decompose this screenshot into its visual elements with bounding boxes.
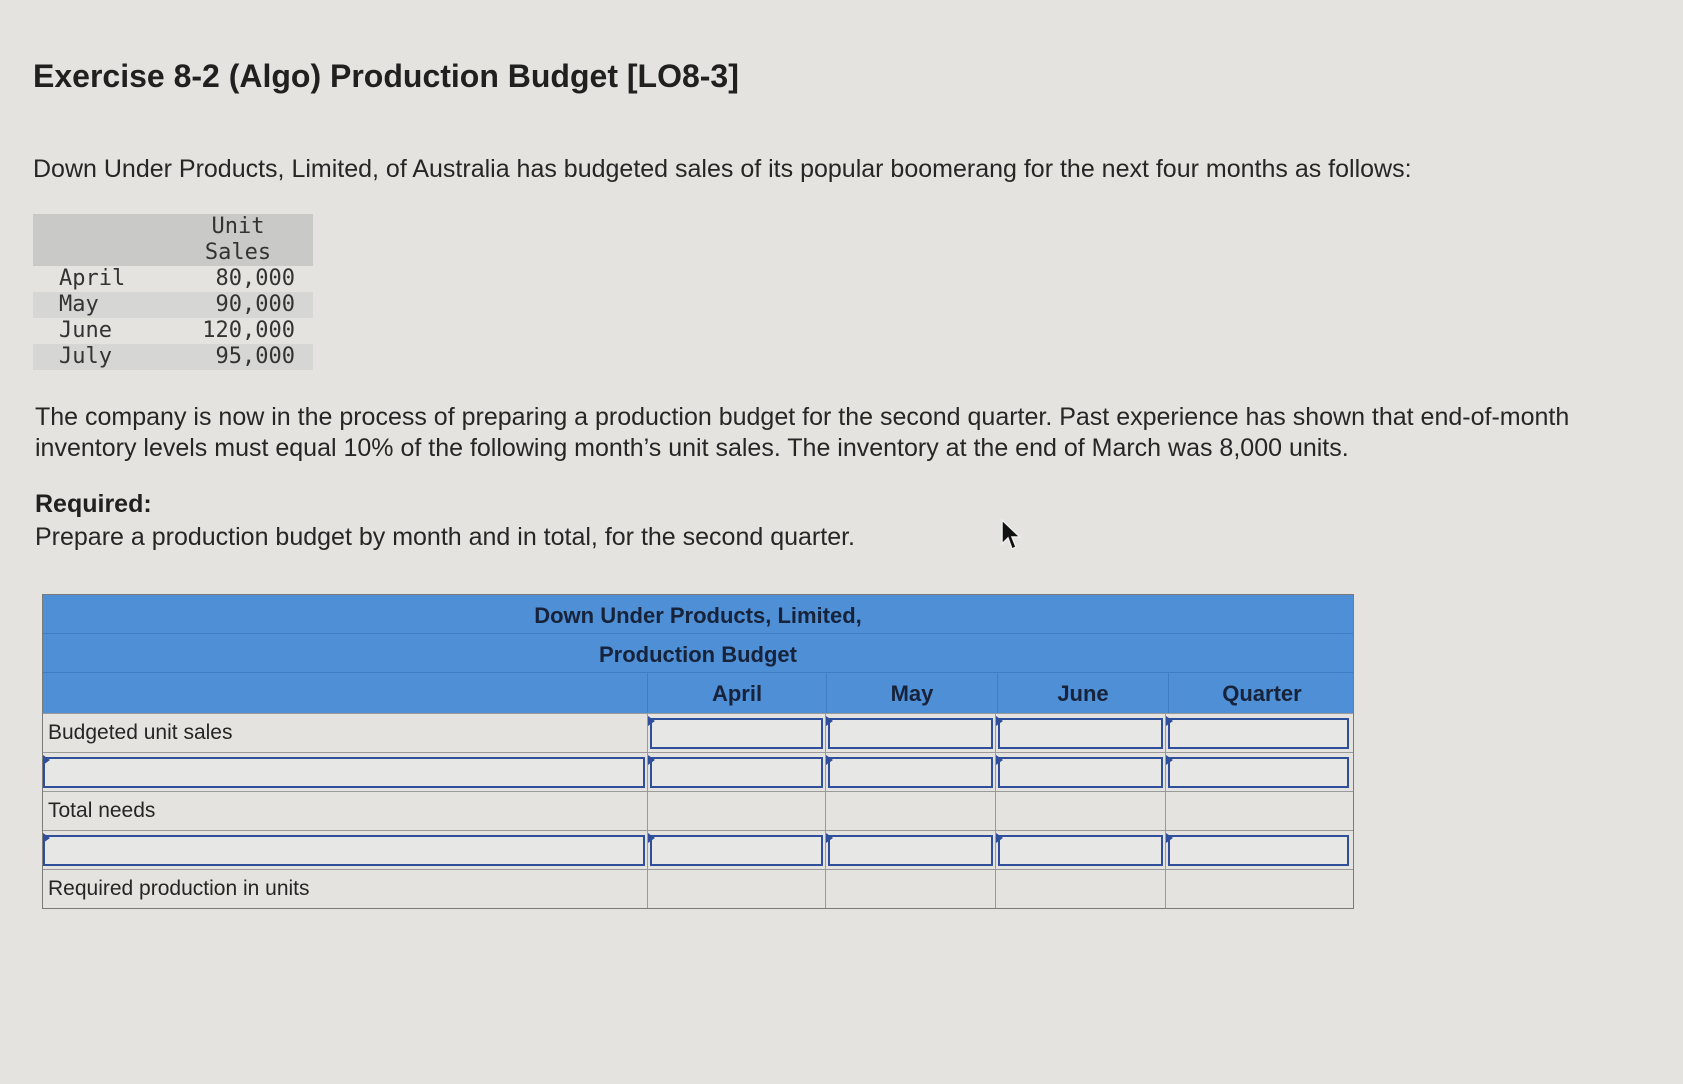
- april-cell: [647, 714, 825, 752]
- table-row: [43, 713, 1353, 752]
- quarter-cell: [1165, 831, 1351, 869]
- column-header-april: April: [647, 673, 826, 713]
- total-needs-april: [647, 792, 825, 830]
- budget-company-row: [43, 595, 1353, 634]
- input-marker-icon: [996, 833, 1003, 843]
- required-production-may: [825, 870, 995, 908]
- april-cell: [647, 753, 825, 791]
- input-marker-icon: [648, 755, 655, 765]
- may-cell: [825, 831, 995, 869]
- budget-company-name: Down Under Products, Limited,: [534, 603, 862, 628]
- production-budget-table: [42, 594, 1354, 909]
- row2-june-input[interactable]: [998, 757, 1163, 788]
- exercise-title: Exercise 8-2 (Algo) Production Budget [LO8-3]: [33, 58, 739, 94]
- may-cell: [825, 753, 995, 791]
- table-row: [33, 266, 313, 292]
- input-marker-icon: [1166, 716, 1173, 726]
- input-marker-icon: [1166, 755, 1173, 765]
- row2-may-input[interactable]: [828, 757, 993, 788]
- input-marker-icon: [826, 716, 833, 726]
- required-production-quarter: [1165, 870, 1351, 908]
- june-cell: [995, 753, 1165, 791]
- input-marker-icon: [648, 833, 655, 843]
- sales-table: [33, 214, 313, 370]
- sales-cell: 120,000: [202, 318, 295, 343]
- row-label-required-production: Required production in units: [48, 877, 310, 900]
- required-label: Required:: [35, 490, 152, 518]
- input-marker-icon: [826, 755, 833, 765]
- row4-april-input[interactable]: [650, 835, 823, 866]
- sales-header-unit-sales: [183, 214, 313, 266]
- row4-label-input[interactable]: [43, 835, 645, 866]
- column-header-june: June: [997, 673, 1168, 713]
- budgeted-sales-june-input[interactable]: [998, 718, 1163, 749]
- sales-header-month: [33, 214, 183, 266]
- table-row: [43, 752, 1353, 791]
- input-marker-icon: [43, 833, 50, 843]
- may-cell: [825, 714, 995, 752]
- budgeted-sales-may-input[interactable]: [828, 718, 993, 749]
- row-label-cell: [43, 831, 647, 869]
- total-needs-june: [995, 792, 1165, 830]
- input-marker-icon: [648, 716, 655, 726]
- budgeted-sales-april-input[interactable]: [650, 718, 823, 749]
- column-header-blank: [43, 673, 647, 713]
- june-cell: [995, 714, 1165, 752]
- sales-cell: 95,000: [183, 344, 313, 370]
- budget-title: Production Budget: [599, 642, 797, 667]
- quarter-cell: [1165, 714, 1351, 752]
- input-marker-icon: [996, 716, 1003, 726]
- row4-may-input[interactable]: [828, 835, 993, 866]
- budget-column-headers: [43, 673, 1353, 713]
- description-text: The company is now in the process of preparing a production budget for the second quarter. Past experience has shown that end-of-month inventory levels must equal 10% of the following month’s unit sales. The inventory at the end of March was 8,000 units.: [35, 403, 1570, 462]
- table-row: [43, 791, 1353, 830]
- mouse-pointer-icon: [1000, 518, 1022, 552]
- table-row: [43, 869, 1353, 908]
- month-cell: June: [59, 318, 112, 343]
- sales-cell: 80,000: [215, 266, 295, 291]
- total-needs-may: [825, 792, 995, 830]
- input-marker-icon: [43, 755, 50, 765]
- total-needs-quarter: [1165, 792, 1351, 830]
- input-marker-icon: [996, 755, 1003, 765]
- intro-text: Down Under Products, Limited, of Australia has budgeted sales of its popular boomerang for the next four months as follows:: [33, 155, 1412, 183]
- june-cell: [995, 831, 1165, 869]
- table-row: [33, 344, 313, 370]
- row-label-budgeted-unit-sales: Budgeted unit sales: [48, 721, 233, 744]
- budgeted-sales-quarter-input[interactable]: [1168, 718, 1349, 749]
- row4-june-input[interactable]: [998, 835, 1163, 866]
- column-header-may: May: [826, 673, 997, 713]
- month-cell: April: [59, 266, 126, 291]
- required-production-april: [647, 870, 825, 908]
- quarter-cell: [1165, 753, 1351, 791]
- input-marker-icon: [1166, 833, 1173, 843]
- row2-april-input[interactable]: [650, 757, 823, 788]
- required-production-june: [995, 870, 1165, 908]
- sales-cell: 90,000: [183, 292, 313, 318]
- table-row: [33, 318, 313, 344]
- column-header-quarter: Quarter: [1168, 673, 1355, 713]
- budget-title-row: [43, 634, 1353, 673]
- april-cell: [647, 831, 825, 869]
- unit-label: Unit: [211, 214, 265, 239]
- table-row: [43, 830, 1353, 869]
- month-cell: July: [33, 344, 183, 370]
- required-text: Prepare a production budget by month and in total, for the second quarter.: [35, 523, 855, 551]
- input-marker-icon: [826, 833, 833, 843]
- row2-quarter-input[interactable]: [1168, 757, 1349, 788]
- table-row: [33, 292, 313, 318]
- sales-label: Sales: [204, 240, 272, 265]
- row-label-cell: [43, 753, 647, 791]
- row2-label-input[interactable]: [43, 757, 645, 788]
- row-label-total-needs: Total needs: [48, 799, 156, 822]
- row4-quarter-input[interactable]: [1168, 835, 1349, 866]
- month-cell: May: [33, 292, 183, 318]
